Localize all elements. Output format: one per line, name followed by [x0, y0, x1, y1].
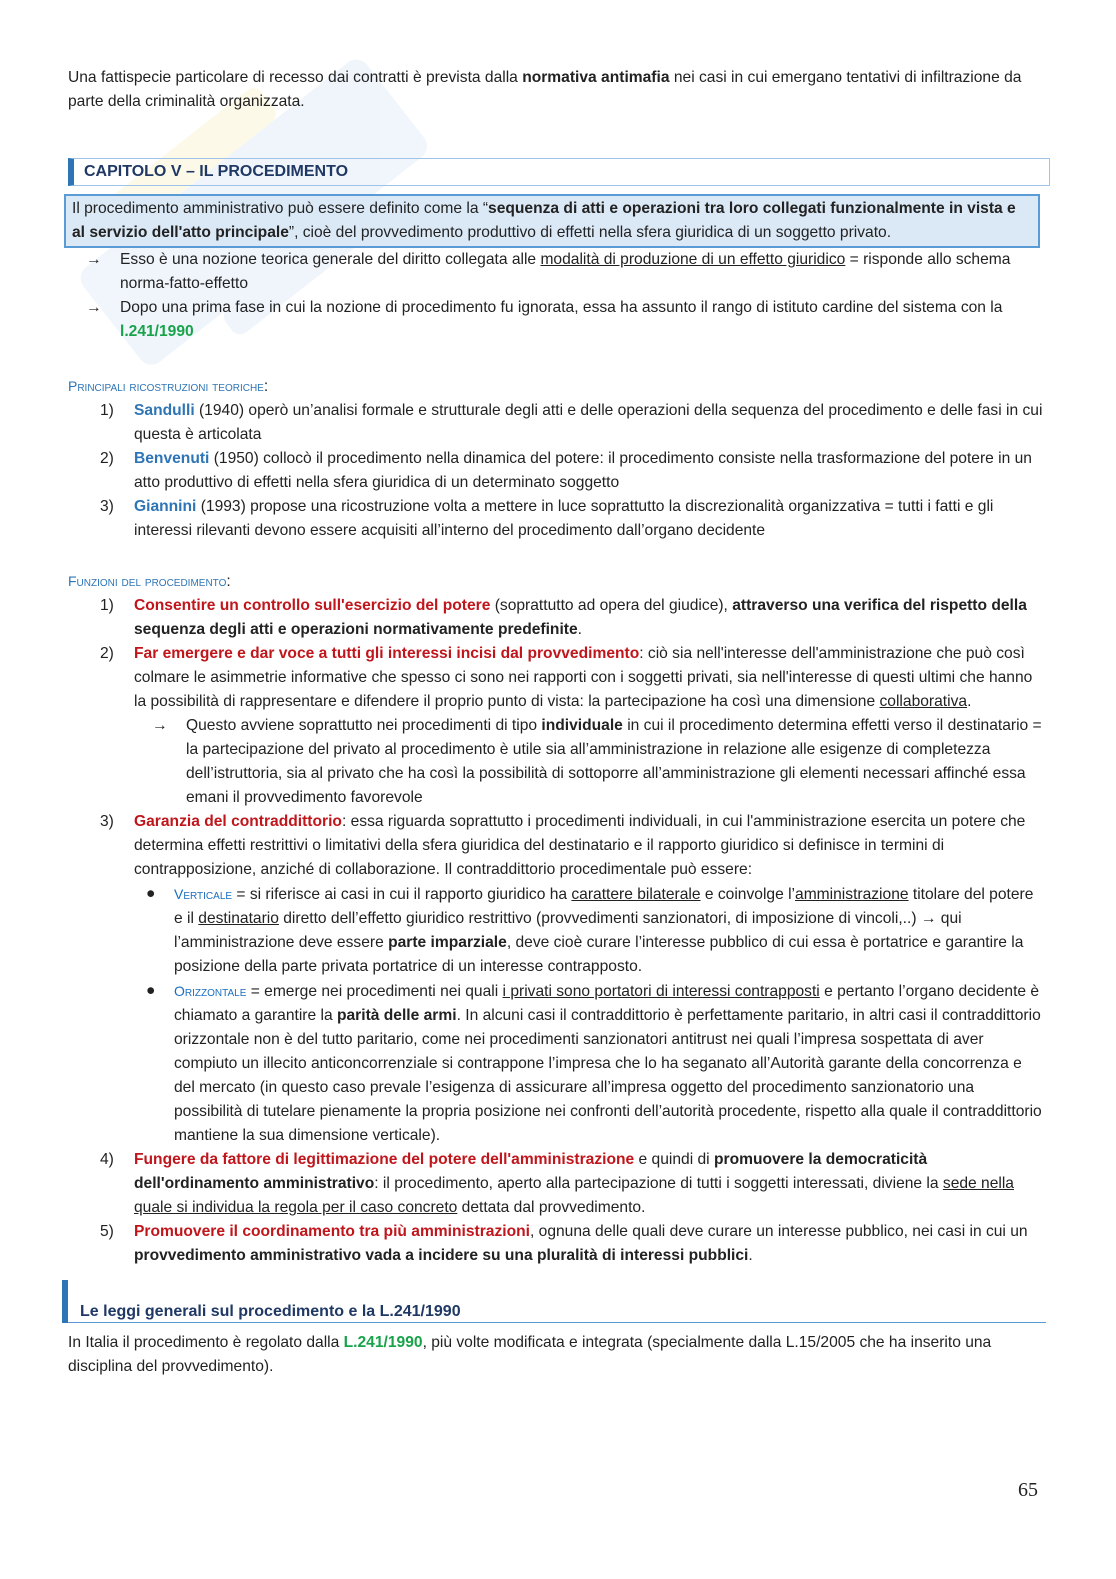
bullet-item: ● Verticale = si riferisce ai casi in cui il rapporto giuridico ha carattere bilaterale e coinvolge l’amministrazione titolare del potere e il destinatario diretto dell’effetto giuridico restrittivo (provvedimenti sanzionatori, di imposizione di vincoli,..) → qui l’amministrazione deve essere parte imparziale, deve cioè curare l’interesse pubblico di cui essa è portatrice e garantire la posizione della parte privata portatrice di un interesse contrapposto. [134, 882, 1046, 979]
list-item: 3) Garanzia del contraddittorio: essa riguarda soprattutto i procedimenti individuali, in cui l'amministrazione esercita un potere che determina effetti restrittivi o limitativi della sfera giuridica del destinatario e il rapporto giuridico si definisce in termini di contrapposizione, anziché di collaborazione. Il contraddittorio procedimentale può essere: ● Verticale = si riferisce ai casi in cui il rapporto giuridico ha carattere bilaterale e coinvolge l’amministrazione titolare del potere e il destinatario diretto dell’effetto giuridico restrittivo (provvedimenti sanzionatori, di imposizione di vincoli,..) → qui l’amministrazione deve essere parte imparziale, deve cioè curare l’interesse pubblico di cui essa è portatrice e garantire la posizione della parte privata portatrice di un interesse contrapposto. ● Orizzontale = emerge nei procedimenti nei quali i privati sono portatori di interessi contrapposti e pertanto l’organo decidente è chiamato a garantire la parità delle armi. In alcuni casi il contraddittorio è perfettamente paritario, in altri casi il contraddittorio orizzontale non è del tutto paritario, come nei procedimenti sanzionatori antitrust nei quali l’impresa sospettata di aver compiuto un illecito anticoncorrenziale si contrappone l’impresa che lo ha seganato all’Autorità garante della concorrenza e del mercato (in questo caso prevale l’esigenza di assicurare all’impresa oggetto del procedimento sanzionatorio una possibilità di tutelare pienamente la propria posizione nei confronti dell’autorità procedente, rispetto alla quale il contraddittorio mantiene la sua dimensione verticale). [68, 810, 1046, 1148]
bullet-icon: ● [146, 982, 156, 999]
note-item: → Esso è una nozione teorica generale del diritto collegata alle modalità di produzione di un effetto giuridico = risponde allo schema norma-fatto-effetto [68, 248, 1046, 296]
chapter-title: CAPITOLO V – IL PROCEDIMENTO [68, 158, 1050, 186]
theories-heading: Principali ricostruzioni teoriche: [68, 378, 269, 395]
subsection-title: Le leggi generali sul procedimento e la L.241/1990 [68, 1296, 1046, 1323]
functions-heading: Funzioni del procedimento: [68, 573, 231, 590]
list-item: 4) Fungere da fattore di legittimazione del potere dell'amministrazione e quindi di promuovere la democraticità dell'ordinamento amministrativo: il procedimento, aperto alla partecipazione di tutti i soggetti interessati, diviene la sede nella quale si individua la regola per il caso concreto dettata dal provvedimento. [100, 1151, 1014, 1216]
sub-notes [134, 714, 1046, 810]
bullet-icon: ● [146, 885, 156, 902]
heading-bar [62, 1280, 68, 1323]
bullet-item: ● Orizzontale = emerge nei procedimenti nei quali i privati sono portatori di interessi contrapposti e pertanto l’organo decidente è chiamato a garantire la parità delle armi. In alcuni casi il contraddittorio è perfettamente paritario, in altri casi il contraddittorio orizzontale non è del tutto paritario, come nei procedimenti sanzionatori antitrust nei quali l’impresa sospettata di aver compiuto un illecito anticoncorrenziale si contrappone l’impresa che lo ha seganato all’Autorità garante della concorrenza e del mercato (in questo caso prevale l’esigenza di assicurare all’impresa oggetto del procedimento sanzionatorio una possibilità di tutelare pienamente la propria posizione nei confronti dell’autorità procedente, rispetto alla quale il contraddittorio mantiene la sua dimensione verticale). [134, 979, 1046, 1148]
functions-list [68, 594, 1046, 1268]
intro-paragraph: Una fattispecie particolare di recesso dai contratti è prevista dalla normativa antimafia nei casi in cui emergano tentativi di infiltrazione da parte della criminalità organizzata. [68, 69, 1022, 110]
list-item: 1) Sandulli (1940) operò un’analisi formale e strutturale degli atti e delle operazioni della sequenza del procedimento e delle fasi in cui questa è articolata [100, 402, 1043, 443]
arrow-icon: → [86, 299, 102, 316]
note-item: → Questo avviene soprattutto nei procedimenti di tipo individuale in cui il procedimento determina effetti verso il destinatario = la partecipazione del privato al procedimento è utile sia all’amministrazione in relazione alle esigenze di completezza dell’istruttoria, sia al privato che ha così la possibilità di sottoporre all’amministrazione gli elementi necessari affinché essa emani il provvedimento favorevole [134, 714, 1046, 810]
list-item: 1) Consentire un controllo sull'esercizio del potere (soprattutto ad opera del giudice), attraverso una verifica del rispetto della sequenza degli atti e operazioni normativamente predefinite. [100, 597, 1027, 638]
closing-paragraph: In Italia il procedimento è regolato dalla L.241/1990, più volte modificata e integrata (specialmente dalla L.15/2005 che ha inserito una disciplina del provvedimento). [68, 1334, 992, 1375]
contraddittorio-types [134, 882, 1046, 1148]
theories-list [68, 399, 1046, 543]
note-item: → Dopo una prima fase in cui la nozione di procedimento fu ignorata, essa ha assunto il rango di istituto cardine del sistema con la l.241/1990 [68, 296, 1046, 344]
list-item: 2) Benvenuti (1950) collocò il procedimento nella dinamica del potere: il procedimento consiste nella trasformazione del potere in un atto produttivo di effetti nella sfera giuridica di un determinato soggetto [100, 450, 1032, 491]
arrow-icon: → [152, 717, 168, 734]
list-item: 5) Promuovere il coordinamento tra più amministrazioni, ognuna delle quali deve curare un interesse pubblico, nei casi in cui un provvedimento amministrativo vada a incidere su una pluralità di interessi pubblici. [100, 1223, 1028, 1264]
arrow-icon: → [86, 251, 102, 268]
list-item: 3) Giannini (1993) propose una ricostruzione volta a mettere in luce soprattutto la discrezionalità organizzativa = tutti i fatti e gli interessi rilevanti devono essere acquisiti all’interno del procedimento dall’organo decidente [100, 498, 994, 539]
list-item: 2) Far emergere e dar voce a tutti gli interessi incisi dal provvedimento: ciò sia nell'interesse dell'amministrazione che può così colmare le asimmetrie informative che spesso ci sono nei rapporti con i soggetti privati, sia nell'interesse di questi ultimi che hanno la possibilità di rappresentare e difendere il proprio punto di vista: la partecipazione ha così una dimensione collaborativa. → Questo avviene soprattutto nei procedimenti di tipo individuale in cui il procedimento determina effetti verso il destinatario = la partecipazione del privato al procedimento è utile sia all’amministrazione in relazione alle esigenze di completezza dell’istruttoria, sia al privato che ha così la possibilità di sottoporre all’amministrazione gli elementi necessari affinché essa emani il provvedimento favorevole [68, 642, 1046, 810]
definition-box: Il procedimento amministrativo può essere definito come la “sequenza di atti e operazioni tra loro collegati funzionalmente in vista e al servizio dell'atto principale”, cioè del provvedimento produttivo di effetti nella sfera giuridica di un soggetto privato. [64, 194, 1040, 248]
notes-list [68, 248, 1046, 344]
document-page [68, 66, 1046, 1379]
page-number: 65 [1018, 1479, 1038, 1501]
